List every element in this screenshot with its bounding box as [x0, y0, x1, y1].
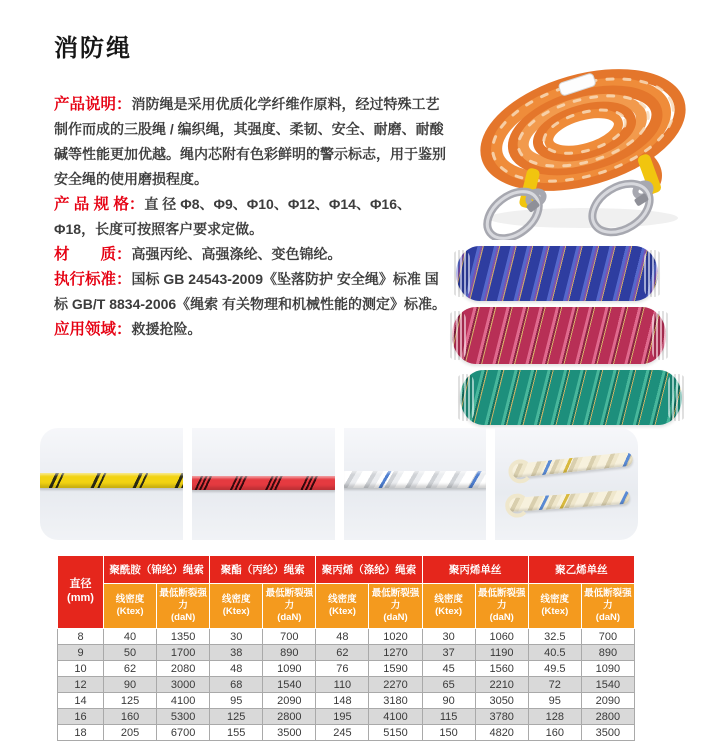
- info-spec: [54, 192, 450, 242]
- rope-carabiner-illustration: [443, 50, 715, 240]
- col-subheader-strength: 最低断裂强力 (daN): [263, 584, 316, 629]
- table-cell: 90: [422, 693, 475, 709]
- table-row: [58, 661, 635, 677]
- info-spec-text: 直 径 Φ8、Φ9、Φ10、Φ12、Φ14、Φ16、Φ18，长度可按照客户要求定做。: [54, 196, 412, 237]
- table-cell: 32.5: [528, 629, 581, 645]
- table-row: [58, 677, 635, 693]
- col-subheader-density: 线密度 (Ktex): [210, 584, 263, 629]
- table-cell: 12: [58, 677, 104, 693]
- table-cell: 1560: [475, 661, 528, 677]
- white-twisted-rope: [344, 471, 487, 488]
- table-cell: 155: [210, 725, 263, 741]
- table-cell: 72: [528, 677, 581, 693]
- table-cell: 38: [210, 645, 263, 661]
- col-subheader-strength: 最低断裂强力 (daN): [369, 584, 422, 629]
- table-row: [58, 693, 635, 709]
- red-rope: [192, 476, 335, 490]
- table-cell: 16: [58, 709, 104, 725]
- table-cell: 30: [422, 629, 475, 645]
- rope-sample-red: [192, 428, 335, 540]
- col-subheader-density: 线密度 (Ktex): [316, 584, 369, 629]
- rope-sample-twisted-ends: [495, 428, 638, 540]
- info-material-label: 材 质：: [54, 246, 132, 263]
- table-cell: 3780: [475, 709, 528, 725]
- table-cell: 110: [316, 677, 369, 693]
- table-cell: 890: [263, 645, 316, 661]
- table-cell: 1590: [369, 661, 422, 677]
- rope-bundle-blue: [456, 246, 658, 301]
- table-cell: 3050: [475, 693, 528, 709]
- page-title: 消防绳: [54, 35, 132, 62]
- info-application-text: 救援抢险。: [131, 321, 202, 337]
- table-cell: 4820: [475, 725, 528, 741]
- table-row: [58, 725, 635, 741]
- table-cell: 2090: [263, 693, 316, 709]
- table-cell: 50: [104, 645, 157, 661]
- table-cell: 700: [263, 629, 316, 645]
- spec-table-head: [58, 556, 635, 629]
- col-group-header: 聚丙烯（涤纶）绳索: [316, 556, 422, 584]
- table-cell: 1350: [157, 629, 210, 645]
- info-spec-label: 产 品 规 格：: [54, 196, 145, 213]
- table-cell: 5150: [369, 725, 422, 741]
- table-cell: 45: [422, 661, 475, 677]
- table-cell: 2800: [581, 709, 634, 725]
- group-header-row: [58, 556, 635, 584]
- info-description-label: 产品说明：: [54, 96, 132, 113]
- table-row: [58, 629, 635, 645]
- col-subheader-strength: 最低断裂强力 (daN): [157, 584, 210, 629]
- table-cell: 2210: [475, 677, 528, 693]
- twisted-rope-end-1: [509, 452, 633, 479]
- rope-samples-strip: [40, 428, 638, 540]
- table-cell: 3500: [581, 725, 634, 741]
- table-cell: 1540: [263, 677, 316, 693]
- col-header-diameter: 直径 (mm): [58, 556, 104, 629]
- table-cell: 18: [58, 725, 104, 741]
- table-cell: 1090: [263, 661, 316, 677]
- rope-sample-white-twisted: [344, 428, 487, 540]
- table-cell: 2090: [581, 693, 634, 709]
- table-cell: 148: [316, 693, 369, 709]
- rope-sample-yellow: [40, 428, 183, 540]
- table-cell: 48: [316, 629, 369, 645]
- table-cell: 2270: [369, 677, 422, 693]
- table-cell: 2800: [263, 709, 316, 725]
- table-cell: 95: [210, 693, 263, 709]
- table-row: [58, 709, 635, 725]
- table-cell: 245: [316, 725, 369, 741]
- product-info: [54, 92, 450, 342]
- table-cell: 95: [528, 693, 581, 709]
- table-cell: 4100: [157, 693, 210, 709]
- table-cell: 10: [58, 661, 104, 677]
- col-subheader-density: 线密度 (Ktex): [104, 584, 157, 629]
- table-cell: 4100: [369, 709, 422, 725]
- col-subheader-density: 线密度 (Ktex): [422, 584, 475, 629]
- photo-rope-with-carabiners: [443, 50, 715, 240]
- col-subheader-strength: 最低断裂强力 (daN): [475, 584, 528, 629]
- table-cell: 128: [528, 709, 581, 725]
- info-material: [54, 242, 450, 267]
- table-cell: 90: [104, 677, 157, 693]
- table-cell: 6700: [157, 725, 210, 741]
- table-cell: 1190: [475, 645, 528, 661]
- table-cell: 62: [316, 645, 369, 661]
- info-standard-label: 执行标准：: [54, 271, 132, 288]
- table-cell: 2080: [157, 661, 210, 677]
- table-cell: 30: [210, 629, 263, 645]
- yellow-rope: [40, 473, 183, 488]
- info-material-text: 高强丙纶、高强涤纶、变色锦纶。: [131, 246, 342, 262]
- table-cell: 160: [528, 725, 581, 741]
- rope-bundle-green: [460, 370, 682, 425]
- table-cell: 205: [104, 725, 157, 741]
- col-subheader-density: 线密度 (Ktex): [528, 584, 581, 629]
- table-cell: 40: [104, 629, 157, 645]
- table-row: [58, 645, 635, 661]
- spec-table-body: [58, 629, 635, 741]
- sub-header-row: [58, 584, 635, 629]
- table-cell: 150: [422, 725, 475, 741]
- info-standard-text: 国标 GB 24543-2009《坠落防护 安全绳》标准 国标 GB/T 8834-2006《绳索 有关物理和机械性能的测定》标准。: [54, 271, 447, 312]
- col-group-header: 聚丙烯单丝: [422, 556, 528, 584]
- table-cell: 1270: [369, 645, 422, 661]
- table-cell: 9: [58, 645, 104, 661]
- col-group-header: 聚乙烯单丝: [528, 556, 634, 584]
- twisted-rope-end-2: [506, 490, 629, 513]
- col-group-header: 聚酰胺（锦纶）绳索: [104, 556, 210, 584]
- table-cell: 1060: [475, 629, 528, 645]
- table-cell: 1540: [581, 677, 634, 693]
- table-cell: 37: [422, 645, 475, 661]
- info-description-text: 消防绳是采用优质化学纤维作原料，经过特殊工艺制作而成的三股绳 / 编织绳，其强度、柔韧、安全、耐磨、耐酸碱等性能更加优越。绳内芯附有色彩鲜明的警示标志，用于鉴别安全绳的使用磨损程度。: [54, 96, 446, 187]
- photo-rope-bundles: [440, 240, 720, 428]
- table-cell: 5300: [157, 709, 210, 725]
- table-cell: 68: [210, 677, 263, 693]
- table-cell: 115: [422, 709, 475, 725]
- table-cell: 890: [581, 645, 634, 661]
- table-cell: 1090: [581, 661, 634, 677]
- info-description: [54, 92, 450, 192]
- info-application-label: 应用领域：: [54, 321, 132, 338]
- table-cell: 3000: [157, 677, 210, 693]
- info-application: [54, 317, 450, 342]
- table-cell: 62: [104, 661, 157, 677]
- table-cell: 1020: [369, 629, 422, 645]
- table-cell: 195: [316, 709, 369, 725]
- table-cell: 1700: [157, 645, 210, 661]
- table-cell: 125: [210, 709, 263, 725]
- table-cell: 8: [58, 629, 104, 645]
- table-cell: 3500: [263, 725, 316, 741]
- table-cell: 160: [104, 709, 157, 725]
- col-group-header: 聚酯（丙纶）绳索: [210, 556, 316, 584]
- table-cell: 49.5: [528, 661, 581, 677]
- table-cell: 48: [210, 661, 263, 677]
- table-cell: 76: [316, 661, 369, 677]
- table-cell: 65: [422, 677, 475, 693]
- info-standard: [54, 267, 450, 317]
- table-cell: 14: [58, 693, 104, 709]
- table-cell: 700: [581, 629, 634, 645]
- table-cell: 3180: [369, 693, 422, 709]
- rope-bundle-red: [452, 307, 666, 364]
- col-subheader-strength: 最低断裂强力 (daN): [581, 584, 634, 629]
- table-cell: 125: [104, 693, 157, 709]
- table-cell: 40.5: [528, 645, 581, 661]
- spec-table: [57, 555, 635, 741]
